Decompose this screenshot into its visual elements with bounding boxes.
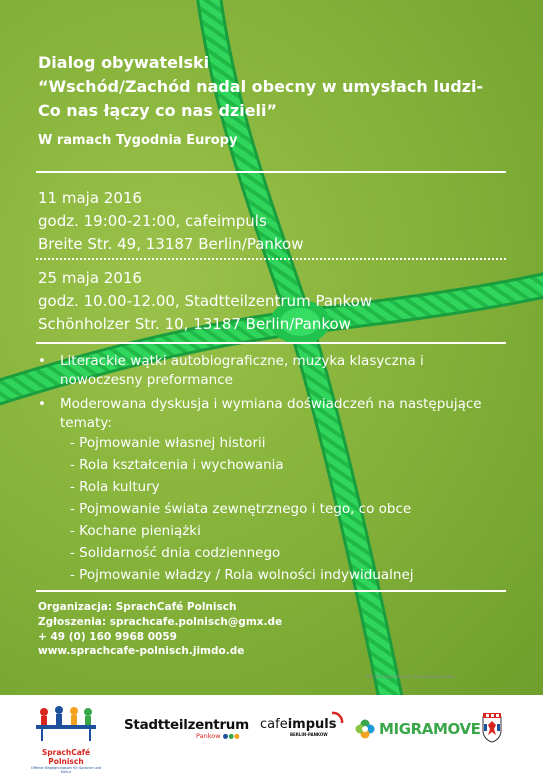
cafeimpuls-logo-sub: BERLIN-PANKOW [290,732,328,737]
topic-item: - Rola kultury [70,479,160,495]
sprachcafe-logo [30,703,102,774]
divider-dotted [36,258,506,260]
program-bullet-1-text: Literackie wątki autobiograficzne, muzyka klasyczna i nowoczesny preformance [60,353,424,388]
subtitle: W ramach Tygodnia Europy [38,133,238,148]
sprachcafe-logo-name: SprachCafé Polnisch [41,748,91,766]
topic-item: - Kochane pieniążki [70,523,201,539]
divider-solid-top [36,171,506,173]
stadtteilzentrum-logo [124,717,249,740]
website-link[interactable]: www.sprachcafe-polnisch.jimdo.de [38,645,245,657]
migramove-logo-name: MIGRAMOVE [379,720,481,738]
title-line-2: “Wschód/Zachód nadal obecny w umysłach ludzi- [38,77,484,96]
program-bullet-2-text: Moderowana dyskusja i wymiana doświadczeń na następujące [60,396,482,412]
stadtteilzentrum-logo-sub [196,732,249,740]
event2-date: 25 maja 2016 [38,269,142,287]
pankow-coat-of-arms-icon [482,713,502,743]
program-bullet-2-text-continued: tematy: [60,415,112,431]
cafeimpuls-logo-part-b: impuls [287,717,337,732]
cafeimpuls-logo [260,717,342,737]
program-bullet-2 [38,395,508,414]
organizer: Organizacja: SprachCafé Polnisch [38,601,237,613]
topic-item: - Pojmowanie własnej historii [70,435,266,451]
program-bullet-2-continued [38,414,508,433]
event2-time: godz. 10.00-12.00, Stadtteilzentrum Pankow [38,292,373,310]
registration-email: Zgłoszenia: sprachcafe.polnisch@gmx.de [38,616,283,628]
event1-time: godz. 19:00-21:00, cafeimpuls [38,212,267,230]
support-thanks-text: Mit der freundlichen Unterstützung von [366,675,455,680]
people-at-table-icon [30,703,102,743]
event1-date: 11 maja 2016 [38,189,142,207]
sponsor-footer [0,695,543,772]
title-line-3: Co nas łączy co nas dzieli” [38,101,278,120]
bullet-icon: • [38,396,46,412]
divider-solid-bottom [36,590,506,592]
stadtteilzentrum-logo-name: Stadtteilzentrum [124,717,249,733]
bullet-icon: • [38,353,46,369]
colored-dots-icon: ● [233,732,240,740]
topic-item: - Pojmowanie władzy / Rola wolności indywidualnej [70,567,414,583]
phone-number: + 49 (0) 160 9968 0059 [38,631,177,643]
migramove-logo [355,717,481,743]
event1-address: Breite Str. 49, 13187 Berlin/Pankow [38,235,304,253]
event2-address: Schönholzer Str. 10, 13187 Berlin/Pankow [38,315,351,333]
colored-dots-icon: ● [228,732,234,740]
colored-dots-icon: ● [222,732,229,740]
divider-solid-middle [36,342,506,344]
red-arc-icon [330,711,344,725]
sprachcafe-logo-tagline: Offener Begegnungsort für Sprache und Kultur [30,766,102,774]
topic-item: - Rola kształcenia i wychowania [70,457,284,473]
topic-item: - Solidarność dnia codziennego [70,545,281,561]
title-line-1: Dialog obywatelski [38,53,210,72]
stadtteilzentrum-logo-sub-text: Pankow [196,732,221,740]
cafeimpuls-logo-part-a: cafe [260,717,288,732]
program-bullet-1 [38,352,508,390]
migramove-flower-icon [355,719,375,739]
topic-item: - Pojmowanie świata zewnętrznego i tego, co obce [70,501,412,517]
